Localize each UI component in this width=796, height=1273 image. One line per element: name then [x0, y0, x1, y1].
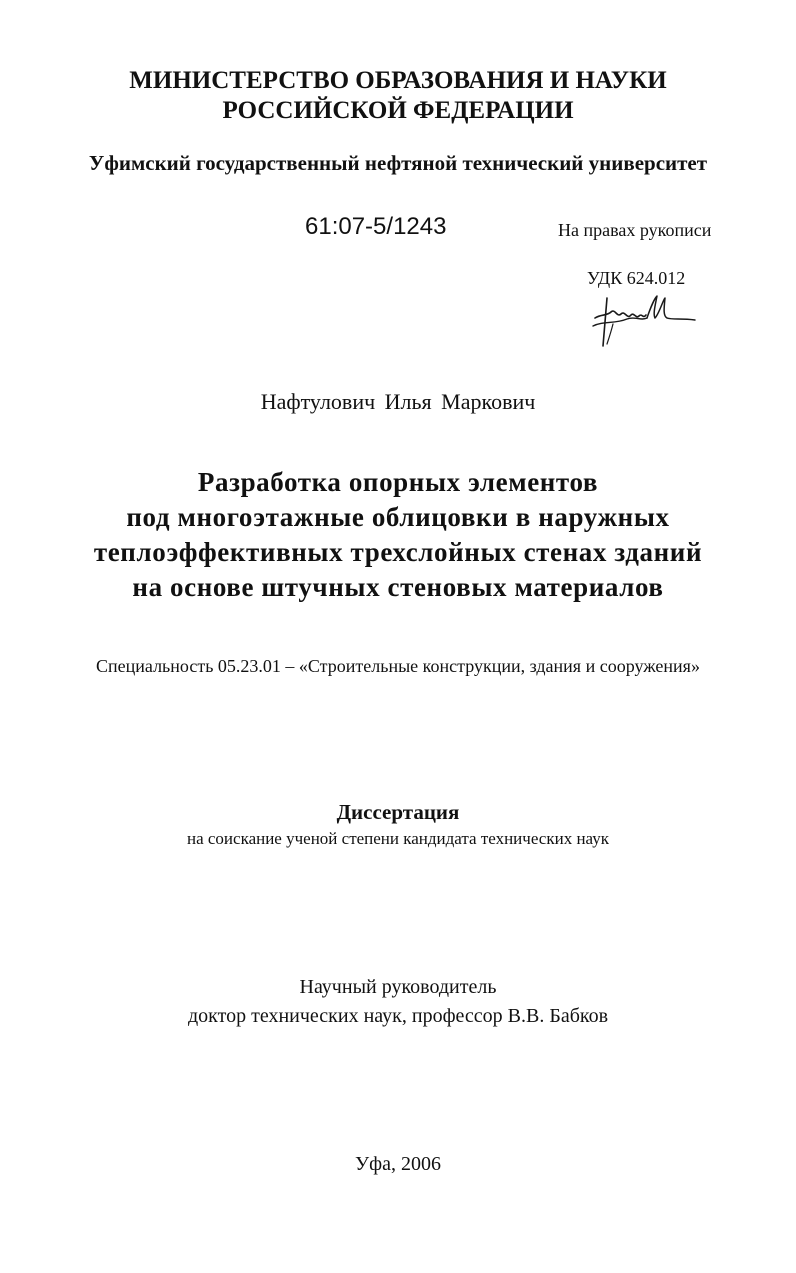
- place-and-year: Уфа, 2006: [355, 1153, 441, 1175]
- degree-line: на соискание ученой степени кандидата технических наук: [186, 829, 609, 848]
- title-line: на основе штучных стеновых материалов: [132, 572, 664, 602]
- ministry-line-2: РОССИЙСКОЙ ФЕДЕРАЦИИ: [222, 97, 574, 124]
- supervisor-block: [0, 973, 796, 1031]
- dissertation-title: [0, 465, 796, 605]
- title-line: Разработка опорных элементов: [197, 467, 599, 497]
- supervisor-name: доктор технических наук, профессор В.В. Бабков: [187, 1005, 609, 1027]
- ministry-heading: [0, 66, 796, 126]
- supervisor-label: Научный руководитель: [299, 976, 497, 998]
- dissertation-label: Диссертация: [336, 800, 460, 824]
- university-name: Уфимский государственный нефтяной технический университет: [88, 151, 708, 175]
- title-line: теплоэффективных трехслойных стенах зданий: [93, 537, 703, 567]
- author-name: Нафтулович Илья Маркович: [260, 389, 536, 414]
- registration-code: 61:07-5/1243: [305, 213, 447, 240]
- specialty-line: Специальность 05.23.01 – «Строительные конструкции, здания и сооружения»: [96, 656, 700, 676]
- ministry-line-1: МИНИСТЕРСТВО ОБРАЗОВАНИЯ И НАУКИ: [129, 67, 667, 94]
- handwritten-signature: [585, 288, 705, 356]
- title-line: под многоэтажные облицовки в наружных: [126, 502, 670, 532]
- udc-code: УДК 624.012: [587, 268, 686, 288]
- manuscript-rights-note: На правах рукописи: [558, 220, 712, 240]
